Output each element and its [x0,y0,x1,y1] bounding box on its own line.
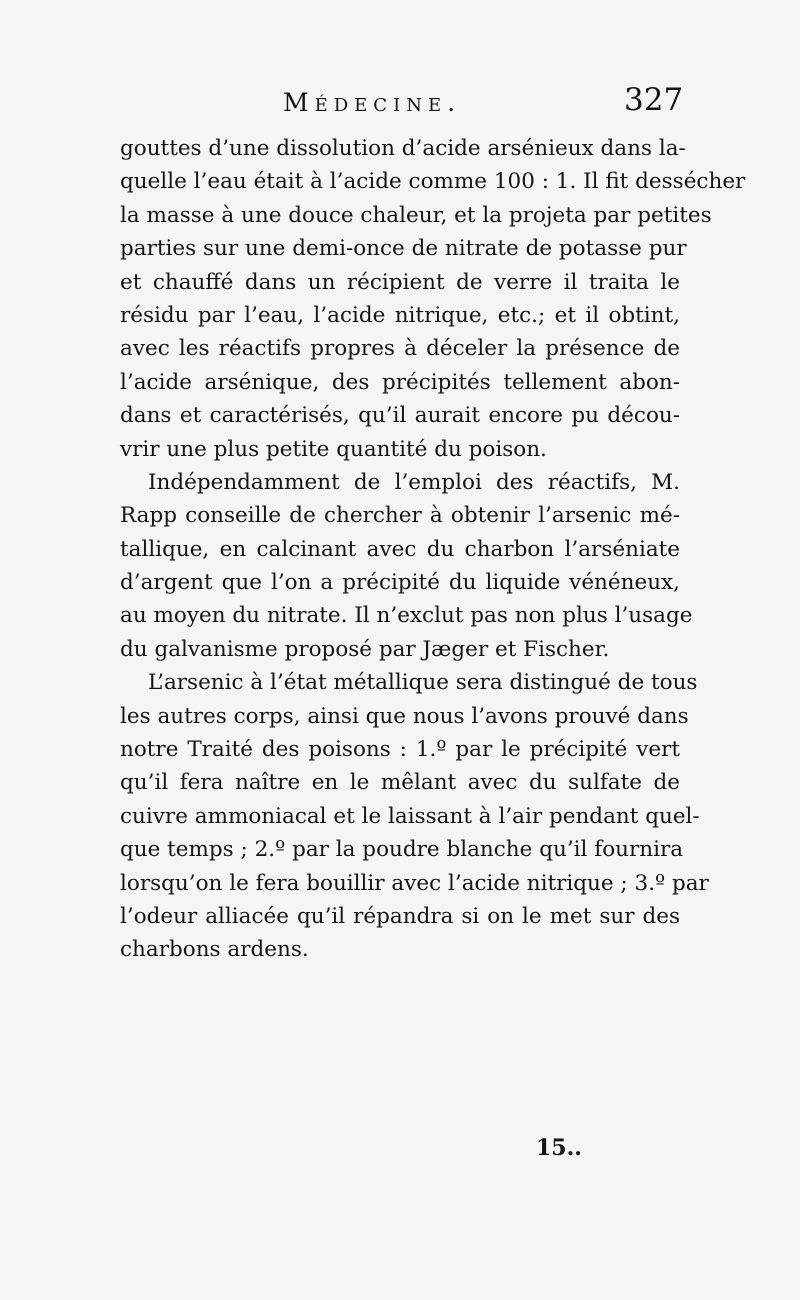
text-line: au moyen du nitrate. Il n’exclut pas non plus l’usage [120,603,693,629]
text-line: gouttes d’une dissolution d’acide arsénieux dans la- [120,136,686,161]
text-line: avec les réactifs propres à déceler la présence de [120,336,680,362]
body-text [120,132,746,967]
text-line: charbons ardens. [120,937,309,963]
text-line: lorsqu’on le fera bouillir avec l’acide nitrique ; 3.º par [120,870,709,896]
text-line: vrir une plus petite quantité du poison. [120,436,547,462]
paragraph-3 [120,666,709,967]
text-line: et chauffé dans un récipient de verre il traita le [120,269,680,295]
text-line: dans et caractérisés, qu’il aurait encore pu décou- [120,403,680,429]
text-line: tallique, en calcinant avec du charbon l’arséniate [120,536,680,562]
text-line: Rapp conseille de chercher à obtenir l’arsenic mé- [120,503,680,529]
text-line: Indépendamment de l’emploi des réactifs, M. [148,469,680,495]
text-line: cuivre ammoniacal et le laissant à l’air pendant quel- [120,803,700,829]
text-line: l’odeur alliacée qu’il répandra si on le met sur des [120,903,680,929]
text-line: L’arsenic à l’état métallique sera distingué de tous [148,670,698,696]
running-head [0,82,800,128]
text-line: notre Traité des poisons : 1.º par le précipité vert [120,737,680,763]
text-line: que temps ; 2.º par la poudre blanche qu’il fournira [120,837,684,863]
paragraph-2 [120,466,693,666]
text-line: les autres corps, ainsi que nous l’avons prouvé dans [120,703,689,729]
paragraph-1 [120,132,746,466]
text-line: du galvanisme proposé par Jæger et Fischer. [120,636,610,662]
text-line: résidu par l’eau, l’acide nitrique, etc.; et il obtint, [120,302,680,328]
text-line: la masse à une douce chaleur, et la projeta par petites [120,202,712,228]
running-title: Médecine. [283,88,462,117]
text-line: parties sur une demi-once de nitrate de potasse pur [120,236,687,262]
signature-mark: 15.. [536,1135,582,1161]
text-line: l’acide arsénique, des précipités tellement abon- [120,369,680,395]
page-number: 327 [624,82,684,118]
text-line: quelle l’eau était à l’acide comme 100 : 1. Il fit dessécher [120,169,746,195]
text-line: qu’il fera naître en le mêlant avec du sulfate de [120,770,680,796]
text-line: d’argent que l’on a précipité du liquide vénéneux, [120,570,680,596]
